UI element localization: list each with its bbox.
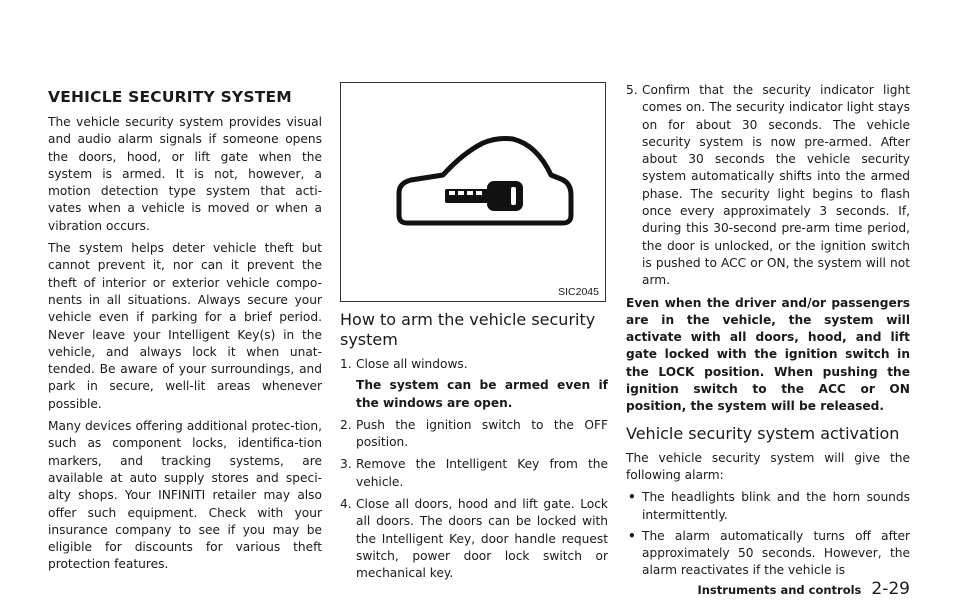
bullet-list [626, 489, 910, 579]
list-item [626, 489, 910, 524]
steps-list [340, 356, 608, 583]
step-number: 3. [340, 457, 352, 472]
bullet-text: The alarm automatically turns off after approximately 50 seconds. However, the alarm reactivates if the vehicle is [642, 528, 910, 578]
paragraph: Many devices offering additional protec-tion, such as component locks, identifica-tion markers, and tracking systems, are available at auto supply stores and speci-alty shops. Your INFINITI retailer may also offer such equipment. Check with your insurance company to see if you may be eligible for discounts for various theft protection features. [48, 419, 322, 572]
paragraph: The vehicle security system will give the following alarm: [626, 450, 910, 482]
step-number: 5. [626, 83, 638, 97]
step-number: 2. [340, 417, 352, 432]
bold-paragraph: Even when the driver and/or passengers are in the vehicle, the system will activate with all doors, hood, and lift gate locked with the ignition switch in the LOCK position. When pushing the ignition switch to the ACC or ON position, the system will be released. [626, 295, 910, 414]
step-text: Close all windows. [356, 357, 468, 371]
list-item [340, 456, 608, 491]
list-item [340, 356, 608, 412]
column-left [48, 86, 322, 579]
figure-label: SIC2045 [558, 286, 599, 298]
subsection-heading: Vehicle security system activation [626, 423, 900, 443]
page-number: 2-29 [871, 579, 910, 599]
column-right [626, 82, 910, 584]
security-indicator-figure [340, 82, 606, 302]
step-text: Close all doors, hood and lift gate. Lock all doors. The doors can be locked with the Intelligent Key, door handle request switch, power door lock switch or mechanical key. [356, 497, 608, 581]
list-item [626, 528, 910, 580]
step-number: 4. [340, 497, 352, 512]
car-with-key-icon [341, 83, 607, 303]
list-item [340, 417, 608, 452]
step-text: Push the ignition switch to the OFF position. [356, 417, 608, 450]
subsection-heading: How to arm the vehicle security system [340, 310, 596, 349]
paragraph: The vehicle security system provides visual and audio alarm signals if someone opens the doors, hood, or lift gate when the system is armed. It is not, however, a motion detection type system that acti-vates when a vehicle is moved or when a vibration occurs. [48, 115, 322, 233]
list-item [340, 496, 608, 582]
step-number: 1. [340, 357, 352, 371]
footer-section-title: Instruments and controls [697, 583, 862, 597]
section-heading: VEHICLE SECURITY SYSTEM [48, 88, 292, 106]
bullet-text: The headlights blink and the horn sounds intermittently. [642, 490, 910, 522]
page-footer [697, 579, 910, 599]
column-middle [340, 82, 608, 588]
paragraph: The system helps deter vehicle theft but cannot prevent it, nor can it prevent the theft of interior or exterior vehicle compo-nents in all situations. Always secure your vehicle even if parking for a brief period. Never leave your Intelligent Key(s) in the vehicle, and always lock it when unat-tended. Be aware of your surroundings, and park in secure, well-lit areas whenever possible. [48, 241, 322, 411]
step-text: Confirm that the security indicator light comes on. The security indicator light stays on for about 30 seconds. The vehicle security system is now pre-armed. After about 30 seconds the vehicle security system automatically shifts into the armed phase. The security light begins to flash once every approximately 3 seconds. If, during this 30-second pre-arm time period, the door is unlocked, or the ignition switch is pushed to ACC or ON, the system will not arm. [642, 83, 910, 288]
step-text: Remove the Intelligent Key from the vehicle. [356, 457, 608, 489]
bullet-icon: • [628, 528, 636, 543]
bullet-icon: • [628, 490, 636, 505]
step-note: The system can be armed even if the windows are open. [356, 378, 608, 410]
list-item [626, 82, 910, 290]
